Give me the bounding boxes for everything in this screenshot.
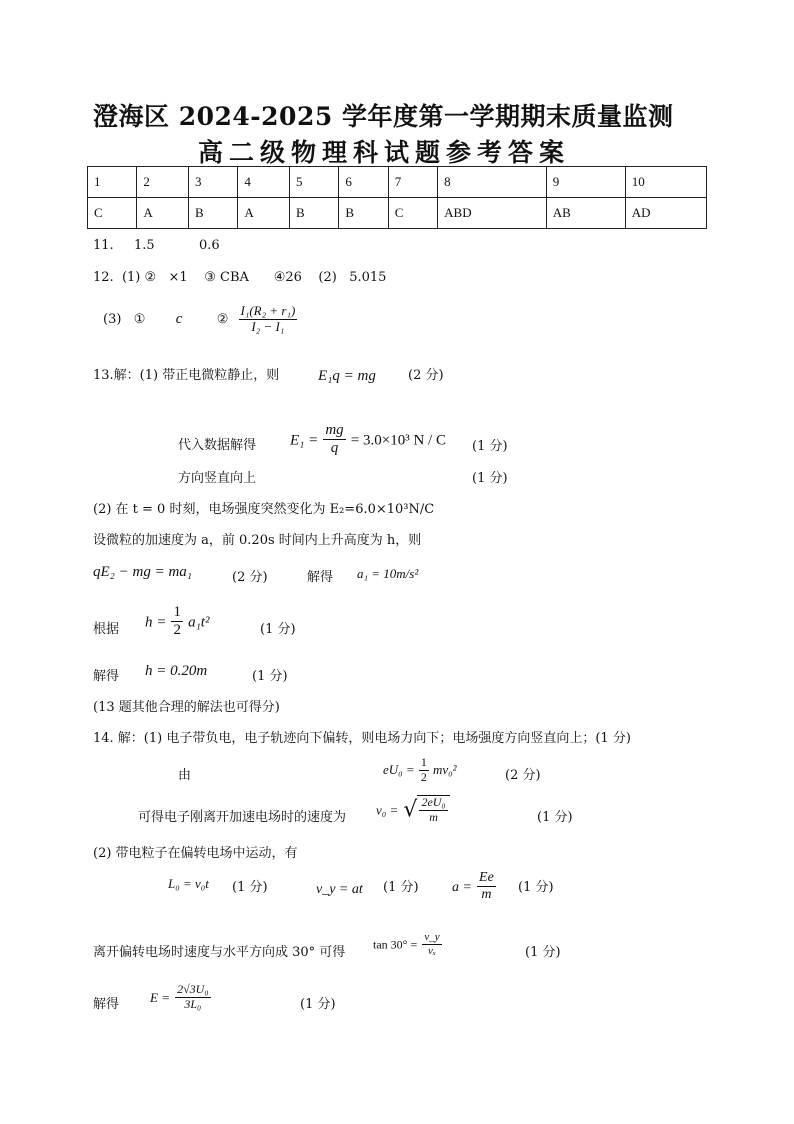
table-cell-answer: AB [546, 198, 625, 229]
q12-answer-c: c [175, 310, 183, 327]
q13-eq5-num: 1 [171, 604, 183, 622]
q14-eq5-num: Ee [477, 870, 496, 887]
answer-table [87, 166, 707, 229]
q13-solve-label: 解得 [307, 570, 334, 585]
table-cell-number: 10 [625, 167, 706, 198]
q14-score1: (2 分) [505, 768, 541, 783]
q13-score6: (1 分) [252, 669, 288, 684]
table-cell-number: 6 [339, 167, 388, 198]
table-cell-number: 5 [290, 167, 339, 198]
q14-eq1-den: 2 [420, 769, 427, 784]
table-cell-number: 8 [438, 167, 547, 198]
q13-eq6: h = 0.20m [145, 663, 208, 679]
page-title: 澄海区 2024-2025 学年度第一学期期末质量监测 [93, 102, 674, 131]
q11-line [93, 238, 220, 253]
q14-eq5-fraction [477, 870, 496, 903]
q14-eq7-num: 2√3U₀ [177, 982, 209, 996]
q14-part2: (2) 带电粒子在偏转电场中运动，有 [93, 846, 298, 861]
table-cell-number: 7 [388, 167, 437, 198]
q13-eq2-num: mg [323, 422, 345, 440]
q13-eq2-den: q [330, 440, 339, 457]
q14-eq1 [383, 756, 457, 785]
table-cell-answer: A [137, 198, 189, 229]
q14-eq2-lhs: v₀ = [376, 802, 399, 818]
q11-answer-1: 1.5 [133, 238, 155, 253]
q13-eq5-fraction [171, 604, 183, 640]
q13-note: (13 题其他合理的解法也可得分) [93, 700, 280, 715]
q13-part2: (2) 在 t = 0 时刻，电场强度突然变化为 E₂=6.0×10³N/C [93, 502, 435, 517]
table-cell-number: 4 [238, 167, 290, 198]
q13-eq4: a₁ = 10m/s² [357, 566, 419, 581]
q14-eq3: L₀ = v₀t [168, 876, 209, 891]
q13-score2: (1 分) [472, 439, 508, 454]
q14-score2: (1 分) [537, 810, 573, 825]
q14-eq1-lhs: eU₀ = [383, 761, 415, 777]
q12-fraction-numerator: I₁(R₂ + r₁) [240, 303, 296, 318]
q14-eq4: v_y = at [316, 882, 363, 897]
q14-eq5-den: m [481, 887, 492, 903]
q14-eq2-sqrt [417, 795, 449, 825]
q13-substitute-label: 代入数据解得 [178, 438, 257, 453]
q13-direction: 方向竖直向上 [178, 471, 257, 486]
q13-score5: (1 分) [260, 622, 296, 637]
q12-line1: 12. (1) ② ×1 ③ CBA ④26 (2) 5.015 [93, 270, 387, 285]
table-cell-answer: B [290, 198, 339, 229]
q13-eq5-den: 2 [173, 622, 181, 639]
q14-eq1-rhs: mv₀² [432, 761, 457, 777]
q13-eq3: qE₂ − mg = ma₁ [93, 564, 193, 580]
q13-eq2-rhs: = 3.0×10³ N / C [350, 432, 446, 449]
q14-eq1-num: 1 [420, 755, 427, 769]
q11-label: 11. [93, 238, 114, 253]
table-cell-number: 1 [88, 167, 137, 198]
q12-circle-2: ② [216, 311, 229, 327]
q14-eq6 [373, 931, 442, 957]
q14-eq6-fraction [422, 931, 441, 957]
q13-setup: 设微粒的加速度为 a，前 0.20s 时间内上升高度为 h，则 [93, 533, 422, 548]
q13-score4: (2 分) [232, 570, 268, 585]
page-subtitle: 高二级物理科试题参考答案 [198, 138, 571, 167]
q14-intro: 14. 解：(1) 电子带负电，电子轨迹向下偏转，则电场力向下；电场强度方向竖直向上；(1 分) [93, 731, 631, 746]
q13-eq5-rhs: a₁t² [188, 614, 210, 631]
q14-eq7 [150, 983, 211, 1012]
q14-eq2: v₀ = √ $\frac{\text{2eU₀}}{m}$ [376, 795, 450, 825]
q13-eq5-lhs: h = [145, 614, 167, 631]
q12-fraction [239, 304, 298, 335]
q14-eq2-num: 2eU₀ [421, 795, 446, 809]
q14-eq2-den: m [429, 809, 438, 824]
q14-eq6-num: v_y [424, 931, 440, 943]
q14-eq6-lhs: tan 30° = [373, 937, 418, 952]
q11-answer-2: 0.6 [198, 238, 220, 253]
table-cell-answer: AD [625, 198, 706, 229]
table-cell-number: 2 [137, 167, 189, 198]
q14-solve-label: 解得 [93, 997, 120, 1012]
q14-eq6-den: vₓ [427, 944, 436, 957]
table-cell-number: 9 [546, 167, 625, 198]
q14-speed-label: 可得电子刚离开加速电场时的速度为 [138, 810, 347, 825]
q13-eq2 [290, 422, 446, 458]
q13-eq1: E₁q = mg [318, 368, 376, 384]
table-cell-answer: B [339, 198, 388, 229]
q14-eq7-lhs: E = [150, 989, 170, 1005]
q13-solve-label-2: 解得 [93, 669, 120, 684]
q13-eq2-lhs: E₁ = [290, 432, 319, 449]
table-cell-answer: ABD [438, 198, 547, 229]
q13-eq2-fraction [323, 422, 345, 458]
table-row-numbers [88, 167, 707, 198]
q13-basis-label: 根据 [93, 622, 120, 637]
q14-score6: (1 分) [525, 945, 561, 960]
q13-score3: (1 分) [472, 471, 508, 486]
table-cell-answer: C [388, 198, 437, 229]
q14-eq1-fraction [419, 756, 429, 785]
q14-from-label: 由 [178, 768, 192, 783]
q14-eq7-fraction [175, 983, 210, 1012]
q14-score3: (1 分) [232, 880, 268, 895]
table-cell-answer: A [238, 198, 290, 229]
q14-score5: (1 分) [518, 880, 554, 895]
q14-eq7-den: 3L₀ [184, 996, 202, 1011]
q14-score4: (1 分) [383, 880, 419, 895]
q14-angle-label: 离开偏转电场时速度与水平方向成 30° 可得 [93, 945, 346, 960]
table-cell-answer: C [88, 198, 137, 229]
q14-eq5 [452, 870, 496, 903]
table-row-answers [88, 198, 707, 229]
table-cell-answer: B [189, 198, 238, 229]
q12-part3-label: (3) ① [103, 311, 146, 327]
q14-score7: (1 分) [300, 997, 336, 1012]
q13-score1: (2 分) [408, 368, 444, 383]
q13-intro: 13.解：(1) 带正电微粒静止，则 [93, 368, 280, 383]
q12-fraction-denominator: I₂ − I₁ [251, 318, 285, 334]
q12-line2 [103, 304, 297, 335]
table-cell-number: 3 [189, 167, 238, 198]
q13-eq5 [145, 604, 209, 640]
q14-eq5-lhs: a = [452, 880, 472, 896]
